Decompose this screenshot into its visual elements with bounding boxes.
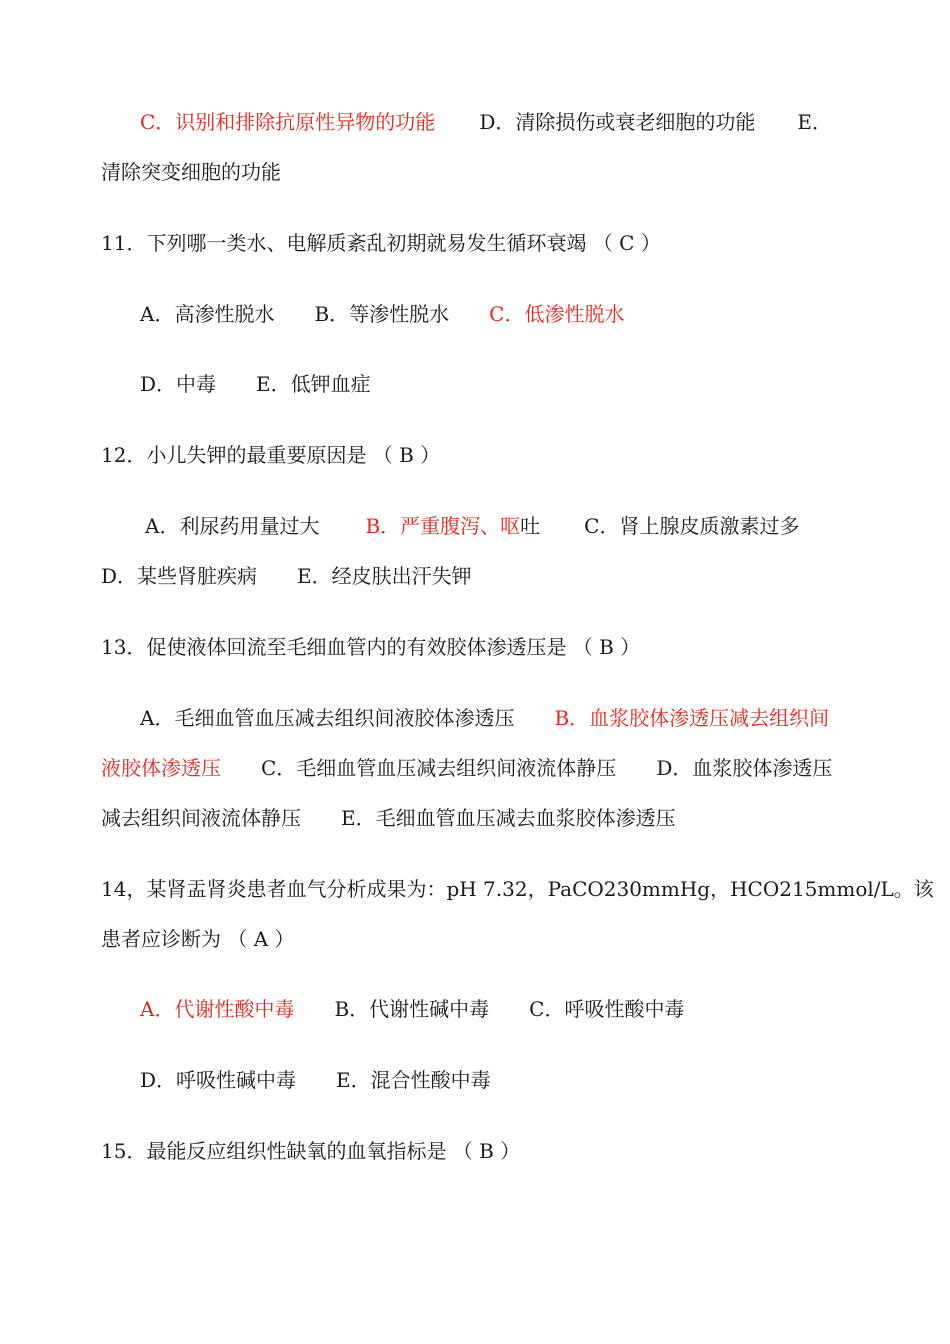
q14-stem-line-1: 14，某肾盂肾炎患者血气分析成果为：pH 7.32，PaCO230mmHg，HCO215mmol/L。该 [101, 877, 934, 901]
q13-options-line-3 [101, 804, 676, 832]
q13-stem: 13．促使液体回流至毛细血管内的有效胶体渗透压是 （ B ） [101, 635, 641, 659]
q12-options-line-1 [145, 512, 799, 540]
q15-stem: 15．最能反应组织性缺氧的血氧指标是 （ B ） [101, 1139, 521, 1163]
q11-option-e: E．低钾血症 [256, 372, 371, 396]
q11-options-line-1 [140, 300, 624, 328]
q14-options-line-2 [140, 1066, 491, 1094]
q10-option-c: C．识别和排除抗原性异物的功能 [140, 110, 436, 134]
q13-option-a: A．毛细血管血压减去组织间液胶体渗透压 [140, 706, 515, 730]
q13-option-d: D．血浆胶体渗透压 [656, 756, 833, 780]
q14-stem-line-2: 患者应诊断为 （ A ） [101, 927, 295, 951]
q11-option-c: C．低渗性脱水 [489, 302, 625, 326]
q11-stem: 11．下列哪一类水、电解质紊乱初期就易发生循环衰竭 （ C ） [101, 231, 661, 255]
q14-option-b: B．代谢性碱中毒 [334, 997, 490, 1021]
q12-option-c: C．肾上腺皮质激素过多 [584, 514, 800, 538]
q12-option-d: D．某些肾脏疾病 [101, 564, 258, 588]
q10-option-d: D．清除损伤或衰老细胞的功能 [479, 110, 756, 134]
q11-options-line-2 [140, 370, 371, 398]
q12-option-b-tail: 吐 [520, 514, 541, 538]
q13-options-line-1 [140, 704, 829, 732]
q13-option-e: E．毛细血管血压减去血浆胶体渗透压 [341, 806, 676, 830]
q14-option-e: E．混合性酸中毒 [336, 1068, 491, 1092]
q12-option-a: A．利尿药用量过大 [145, 514, 320, 538]
q11-option-b: B．等渗性脱水 [314, 302, 450, 326]
q11-option-a: A．高渗性脱水 [140, 302, 275, 326]
q13-option-b: B．血浆胶体渗透压减去组织间 [554, 706, 830, 730]
q14-option-c: C．呼吸性酸中毒 [529, 997, 685, 1021]
q11-option-d: D．中毒 [140, 372, 217, 396]
q14-option-a: A．代谢性酸中毒 [140, 997, 295, 1021]
q10-option-e-prefix: E． [797, 110, 832, 134]
q13-option-b-cont: 液胶体渗透压 [101, 756, 221, 780]
q10-option-e-text: 清除突变细胞的功能 [101, 160, 281, 184]
q12-stem: 12．小儿失钾的最重要原因是 （ B ） [101, 443, 441, 467]
q13-option-d-cont: 减去组织间液流体静压 [101, 806, 301, 830]
q12-options-line-2 [101, 562, 472, 590]
q13-options-line-2 [101, 754, 832, 782]
q14-option-d: D．呼吸性碱中毒 [140, 1068, 297, 1092]
q12-option-e: E．经皮肤出汗失钾 [297, 564, 472, 588]
q14-options-line-1 [140, 995, 684, 1023]
q13-option-c: C．毛细血管血压减去组织间液流体静压 [261, 756, 617, 780]
q10-options-line [140, 108, 832, 136]
q12-option-b: B．严重腹泻、呕 [365, 514, 521, 538]
